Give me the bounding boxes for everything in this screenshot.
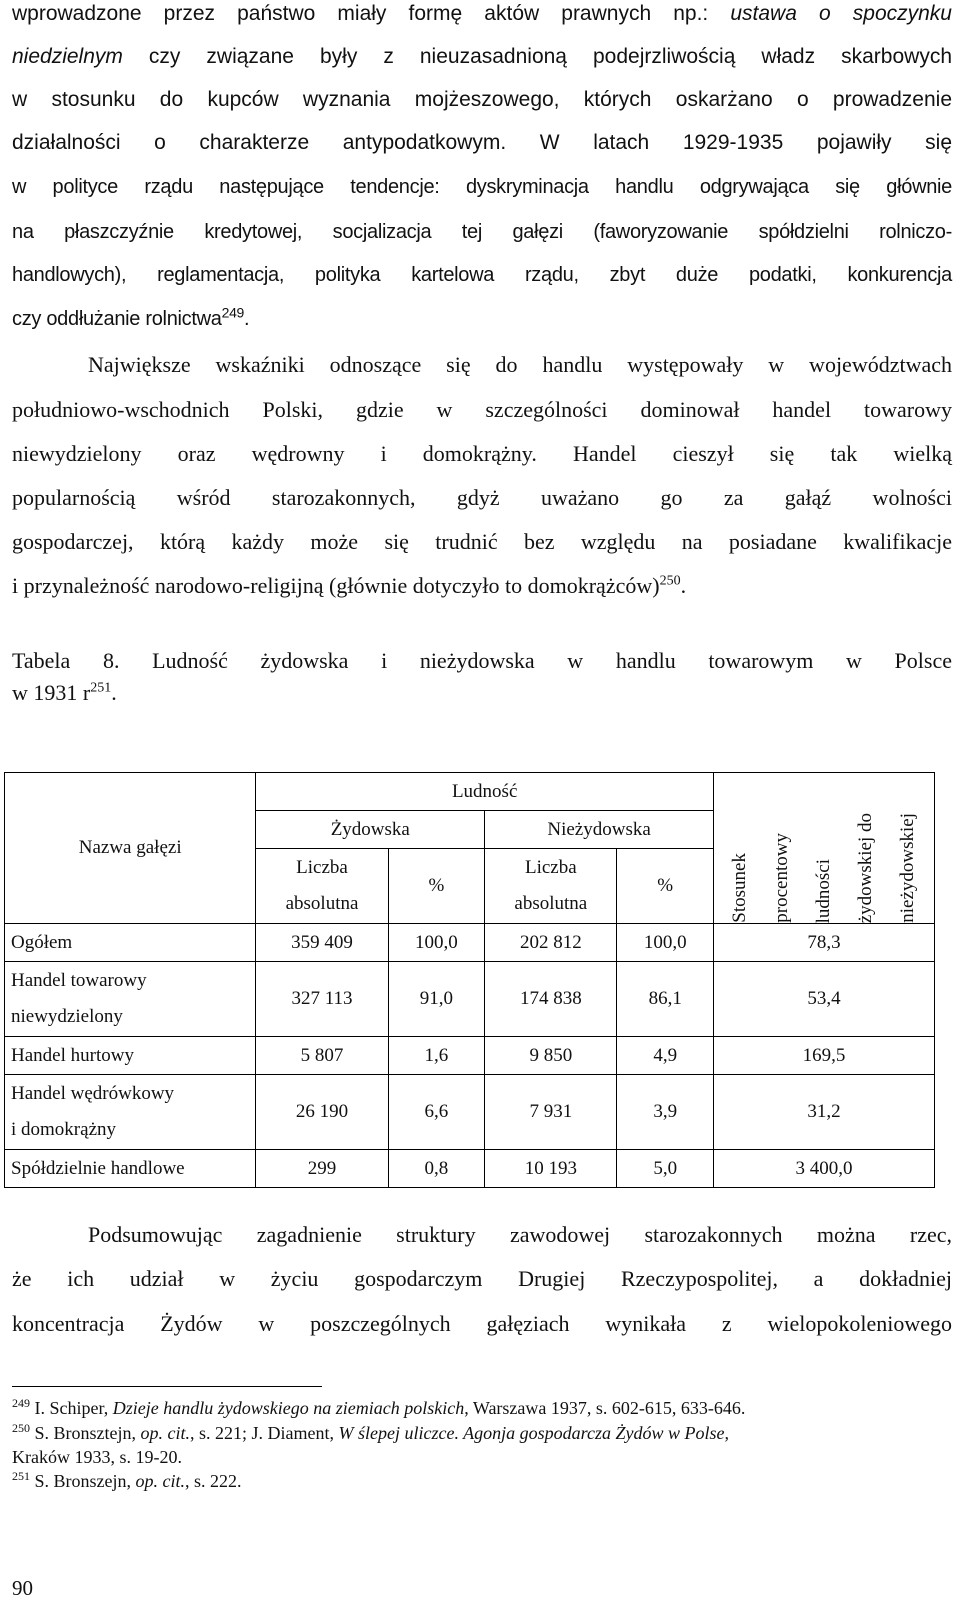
text-line [12,441,952,467]
header-stosunek-line: żydowskiej do [854,812,876,923]
text-line [12,1222,952,1248]
cell-value: 10 193 [485,1150,617,1188]
table-row [5,1075,935,1150]
cell-value: 5,0 [617,1150,714,1188]
text-span: popularnością wśród starozakonnych, gdyż uważano go za gałąź wolności [12,485,952,510]
text-span-italic: ustawa o spoczynku [730,2,952,25]
cell-value: 299 [256,1150,388,1188]
cell-name-line: niewydzielony [11,1006,123,1027]
text-span-italic: niedzielnym [12,45,123,68]
cell-value: 6,6 [388,1075,485,1150]
footnote-250 [12,1423,932,1444]
text-span: wprowadzone przez państwo miały formę aktów prawnych np.: [12,2,731,25]
footnote-number: 251 [12,1469,30,1483]
text-span: czy oddłużanie rolnictwa [12,308,222,330]
text-line [12,264,952,287]
footnote-ref: 251 [90,680,112,696]
text-line [12,1266,952,1292]
cell-name-line: Handel towarowy [11,970,147,991]
caption-text: . [111,680,117,705]
text-line [12,176,952,199]
cell-name: Spółdzielnie handlowe [5,1150,256,1188]
header-text: absolutna [514,893,588,914]
header-pct-zyd: % [388,849,485,924]
header-text: Liczba [296,857,348,878]
text-span: handlowych), reglamentacja, polityka kartelowa rządu, zbyt duże podatki, konkurencja [12,264,952,286]
text-span: że ich udział w życiu gospodarczym Drugiej Rzeczypospolitej, a dokładniej [12,1266,952,1291]
cell-name: Ogółem [5,924,256,962]
cell-value: 327 113 [256,962,388,1037]
cell-name [5,1075,256,1150]
page-number: 90 [12,1576,33,1600]
cell-value: 78,3 [713,924,934,962]
data-table [4,772,935,1188]
table-row [5,962,935,1037]
footnote-251 [12,1471,932,1492]
text-span: Podsumowując zagadnienie struktury zawodowej starozakonnych można rzec, [88,1222,952,1247]
cell-value: 0,8 [388,1150,485,1188]
text-line [12,304,952,331]
header-ludnosc: Ludność [256,773,714,811]
footnote-ref: 249 [221,304,245,321]
cell-value: 7 931 [485,1075,617,1150]
footnote-title: op. cit. [140,1423,190,1443]
text-span: koncentracja Żydów w poszczególnych gałęziach wynikała z wielopokoleniowego [12,1311,952,1336]
text-line [12,1311,952,1337]
header-stosunek-line: nieżydowskiej [896,813,918,923]
header-liczba-niezyd [485,849,617,924]
cell-value: 174 838 [485,962,617,1037]
text-line [12,485,952,511]
text-span: południowo-wschodnich Polski, gdzie w szczególności dominował handel towarowy [12,397,952,422]
text-span: . [244,308,250,330]
text-line [12,573,952,599]
footnote-ref: 250 [659,573,681,589]
header-stosunek-line: Stosunek [728,853,750,923]
footnote-title: W ślepej uliczce. Agonja gospodarcza Żydów w Polse, [338,1423,729,1443]
header-stosunek-line: procentowy [770,833,792,923]
cell-value: 202 812 [485,924,617,962]
cell-value: 359 409 [256,924,388,962]
footnote-text: S. Bronszejn, [30,1471,136,1491]
table-caption-line2 [12,680,952,706]
cell-value: 53,4 [713,962,934,1037]
header-stosunek [713,773,934,924]
text-span: w polityce rządu następujące tendencje: dyskryminacja handlu odgrywająca się głównie [12,176,952,198]
text-span: i przynależność narodowo-religijną (głównie dotyczyło to domokrążców) [12,573,660,598]
text-line [12,352,952,378]
footnote-title: op. cit. [135,1471,185,1491]
cell-value: 86,1 [617,962,714,1037]
text-span: działalności o charakterze antypodatkowym. [12,131,507,154]
text-line [12,131,952,155]
footnote-text: , s. 222. [185,1471,242,1491]
text-line [12,529,952,555]
footnote-249 [12,1398,932,1419]
cell-name: Handel hurtowy [5,1037,256,1075]
cell-name-line: Handel wędrówkowy [11,1083,175,1104]
footnote-text: , s. 221; J. Diament, [190,1423,339,1443]
header-nazwa: Nazwa gałęzi [5,773,256,924]
cell-value: 5 807 [256,1037,388,1075]
cell-value: 169,5 [713,1037,934,1075]
cell-value: 100,0 [617,924,714,962]
footnote-text: Kraków 1933, s. 19-20. [12,1447,182,1467]
footnote-250-cont [12,1447,932,1468]
footnote-title: Dzieje handlu żydowskiego na ziemiach polskich [112,1398,465,1418]
cell-value: 100,0 [388,924,485,962]
cell-value: 26 190 [256,1075,388,1150]
text-span: gospodarczej, którą każdy może się trudnić bez względu na posiadane kwalifikacje [12,529,952,554]
caption-text: Tabela 8. Ludność żydowska i nieżydowska w handlu towarowym w Polsce [12,648,952,673]
table-row [5,1037,935,1075]
header-text: Liczba [524,857,577,878]
header-text: absolutna [285,893,359,914]
text-line [12,221,952,244]
caption-text: w 1931 r [12,680,91,705]
text-span: Największe wskaźniki odnoszące się do handlu występowały w województwach [88,352,952,377]
footnote-number: 250 [12,1421,30,1435]
cell-value: 4,9 [617,1037,714,1075]
table-row [5,1150,935,1188]
header-zydowska: Żydowska [256,811,485,849]
cell-value: 91,0 [388,962,485,1037]
cell-value: 31,2 [713,1075,934,1150]
cell-value: 3,9 [617,1075,714,1150]
text-line [12,88,952,112]
text-span: niewydzielony oraz wędrowny i domokrążny. Handel cieszył się tak wielką [12,441,952,466]
text-line [12,2,952,26]
cell-value: 3 400,0 [713,1150,934,1188]
text-span: W latach 1929-1935 pojawiły się [506,131,952,154]
text-span: czy związane były z nieuzasadnioną podejrzliwością władz skarbowych [122,45,952,68]
text-span: w stosunku do kupców wyznania mojżeszowego, których oskarżano o prowadzenie [12,88,952,111]
header-pct-niezyd: % [617,849,714,924]
footnote-text: I. Schiper, [30,1398,113,1418]
text-line [12,397,952,423]
cell-value: 1,6 [388,1037,485,1075]
footnote-number: 249 [12,1396,30,1410]
footnote-separator [12,1386,322,1387]
header-niezydowska: Nieżydowska [485,811,714,849]
table-caption [12,648,952,674]
text-span: . [680,573,687,598]
table-row [5,924,935,962]
cell-value: 9 850 [485,1037,617,1075]
cell-name-line: i domokrążny [11,1119,117,1140]
text-line [12,45,952,69]
footnote-text: S. Bronsztejn, [30,1423,141,1443]
cell-name [5,962,256,1037]
footnote-text: , Warszawa 1937, s. 602-615, 633-646. [464,1398,746,1418]
header-stosunek-line: ludności [812,858,834,923]
header-liczba-zyd [256,849,388,924]
text-span: na płaszczyźnie kredytowej, socjalizacja tej gałęzi (faworyzowanie spółdzielni rolniczo- [12,221,952,243]
